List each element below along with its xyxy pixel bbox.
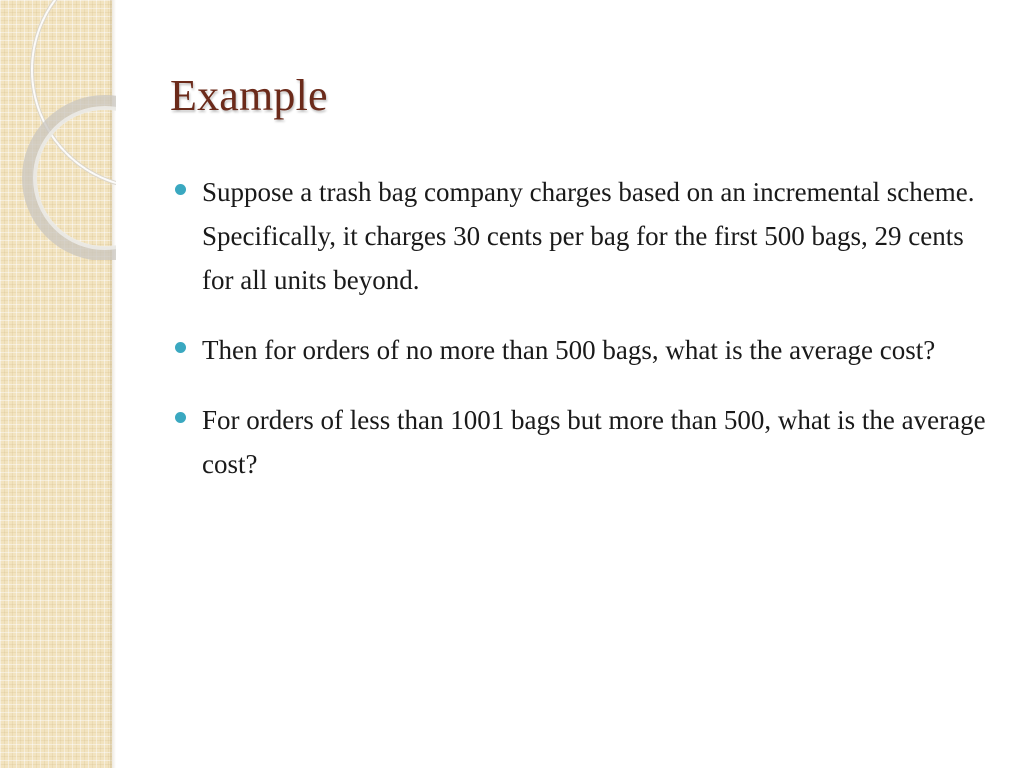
bullet-dot-icon [175, 412, 186, 423]
bullet-item [172, 328, 992, 372]
bullet-dot-icon [175, 342, 186, 353]
bullet-dot-icon [175, 184, 186, 195]
slide-title: Example [170, 71, 328, 120]
bullet-item [172, 398, 992, 486]
decorative-rings [0, 0, 116, 260]
bullet-item [172, 170, 992, 302]
bullet-text: For orders of less than 1001 bags but more than 500, what is the average cost? [202, 405, 986, 479]
bullet-text: Suppose a trash bag company charges based on an incremental scheme. Specifically, it charges 30 cents per bag for the first 500 bags, 29 cents for all units beyond. [202, 177, 975, 295]
bullet-text: Then for orders of no more than 500 bags, what is the average cost? [202, 335, 936, 365]
bullet-list [172, 170, 992, 512]
